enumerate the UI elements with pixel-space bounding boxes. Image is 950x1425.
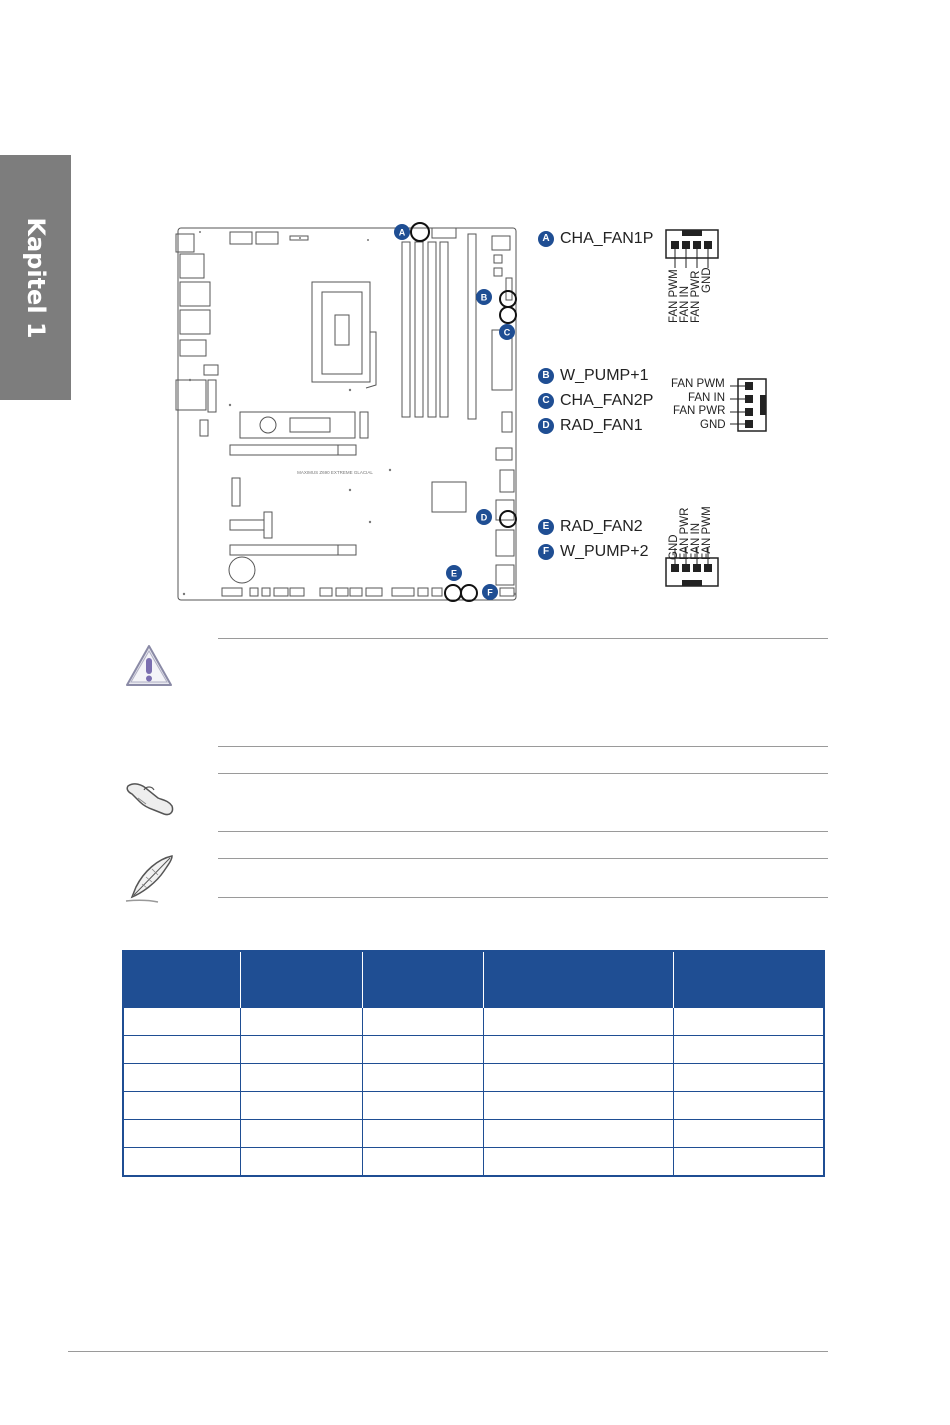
note-rule-bottom (218, 897, 828, 898)
pin-diagram-bottom (662, 548, 722, 590)
header-f-marker (461, 585, 477, 601)
table-header-cell (241, 951, 363, 1008)
feather-pen-icon (122, 853, 178, 905)
connector-name-d: RAD_FAN1 (560, 417, 643, 434)
table-row (123, 1092, 824, 1120)
badge-b: B (538, 368, 554, 384)
footer-rule (68, 1351, 828, 1352)
connector-label-b (538, 367, 648, 385)
fan-header-table (122, 950, 825, 1177)
board-badge-a: A (398, 227, 406, 238)
pin-top-2: FAN IN (679, 285, 691, 323)
connector-name-a: CHA_FAN1P (560, 230, 654, 247)
board-badge-f: F (487, 587, 493, 598)
board-badge-e: E (450, 568, 458, 579)
pin-bottom-2: FAN PWR (679, 507, 691, 560)
connector-name-b: W_PUMP+1 (560, 367, 649, 384)
pin-diagram-middle (728, 377, 768, 435)
table-header-row (123, 951, 824, 1008)
pin-mid-1: FAN PWM (671, 378, 725, 390)
table-row (123, 1008, 824, 1036)
motherboard-diagram (170, 220, 520, 605)
pin-mid-2: FAN IN (688, 392, 726, 404)
table-row (123, 1064, 824, 1092)
board-badge-b: B (480, 292, 488, 303)
connector-label-a (538, 230, 653, 248)
badge-a: A (538, 231, 554, 247)
pin-bottom-1: GND (668, 534, 680, 560)
important-rule-bottom (218, 831, 828, 832)
header-a-marker (411, 223, 429, 241)
table-row (123, 1120, 824, 1148)
table-header-cell (362, 951, 484, 1008)
board-badge-d: D (480, 512, 488, 523)
table-header-cell (484, 951, 673, 1008)
pin-top-1: FAN PWM (668, 269, 680, 323)
header-c-marker (500, 307, 516, 323)
connector-label-f (538, 543, 648, 561)
table-header-cell (123, 951, 241, 1008)
chapter-tab-label: Kapitel 1 (21, 216, 50, 339)
board-badge-c: C (503, 327, 511, 338)
connector-name-f: W_PUMP+2 (560, 543, 649, 560)
connector-label-c (538, 392, 653, 410)
badge-e: E (538, 519, 554, 535)
header-b-marker (500, 291, 516, 307)
chapter-tab (0, 155, 71, 400)
badge-f: F (538, 544, 554, 560)
table-row (123, 1036, 824, 1064)
badge-c: C (538, 393, 554, 409)
table-row (123, 1148, 824, 1177)
table-header-cell (673, 951, 824, 1008)
warning-rule-bottom (218, 746, 828, 747)
note-rule-top (218, 858, 828, 859)
pin-top-3: FAN PWR (690, 270, 702, 323)
header-e-marker (445, 585, 461, 601)
warning-icon (124, 643, 174, 689)
warning-rule-top (218, 638, 828, 639)
badge-d: D (538, 418, 554, 434)
connector-name-c: CHA_FAN2P (560, 392, 654, 409)
pin-bottom-4: FAN PWM (701, 506, 713, 560)
connector-label-d (538, 417, 643, 435)
pin-bottom-3: FAN IN (690, 522, 702, 560)
board-model-text: MAXIMUS Z690 EXTREME GLACIAL (297, 470, 373, 475)
important-rule-top (218, 773, 828, 774)
connector-label-e (538, 518, 643, 536)
pin-mid-3: FAN PWR (673, 405, 726, 417)
pin-mid-4: GND (700, 419, 726, 431)
pin-top-4: GND (701, 267, 713, 293)
connector-name-e: RAD_FAN2 (560, 518, 643, 535)
hand-icon (124, 776, 176, 818)
